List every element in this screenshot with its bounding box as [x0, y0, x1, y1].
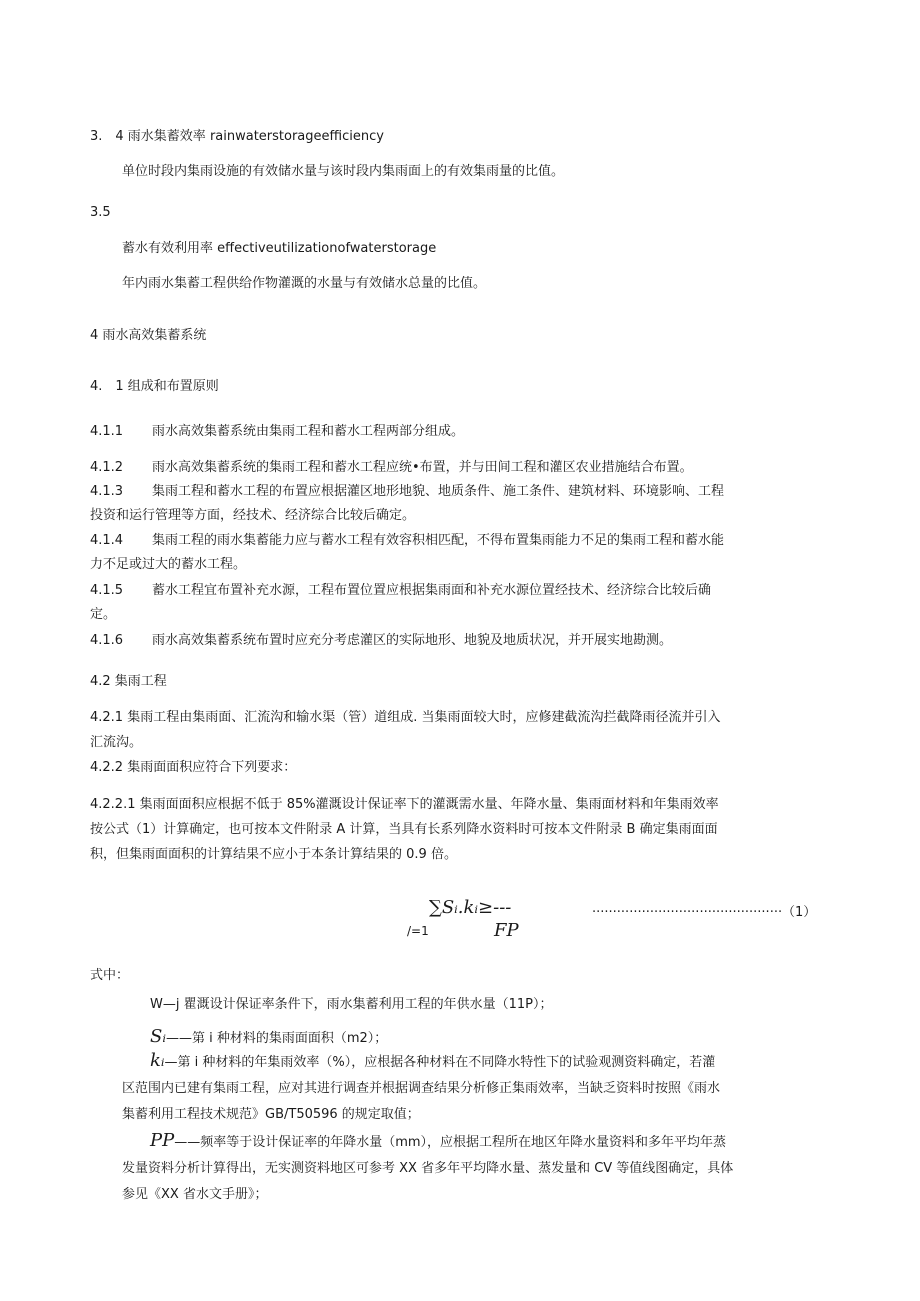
clause-number: 4.1.1: [90, 424, 124, 439]
clause-4-2-1-line-1: 4.2.1 集雨工程由集雨面、汇流沟和输水渠（管）道组成. 当集雨面较大时，应修建截流沟拦截降雨径流并引入: [90, 710, 721, 725]
section-4-2-title: 4.2 集雨工程: [90, 674, 167, 689]
clause-4-1-3: [90, 483, 724, 501]
where-s-definition: [150, 1028, 387, 1048]
clause-text: 雨水高效集蓄系统布置时应充分考虑灌区的实际地形、地貌及地质状况，并开展实地勘测。: [152, 633, 673, 648]
k-definition-text: —第 i 种材料的年集雨效率（%），应根据各种材料在不同降水特性下的试验观测资料确定，若灌: [164, 1055, 716, 1070]
clause-4-1-4-continued: 力不足或过大的蓄水工程。: [90, 557, 247, 572]
clause-number: 4.1.6: [90, 633, 124, 648]
where-k-definition-line-2: 区范围内已建有集雨工程，应对其进行调查并根据调查结果分析修正集雨效率，当缺乏资料时按照《雨水: [122, 1081, 721, 1096]
clause-4-2-2-1-line-1: 4.2.2.1 集雨面面积应根据不低于 85%灌溉设计保证率下的灌溉需水量、年降水量、集雨面材料和年集雨效率: [90, 797, 719, 812]
where-p-definition-line-3: 参见《XX 省水文手册》；: [122, 1187, 268, 1202]
where-w-definition: W—j 瞿溉设计保证率条件下，雨水集蓄利用工程的年供水量（11P）；: [150, 997, 553, 1012]
where-k-definition-line-1: [150, 1052, 715, 1072]
section-3-5-desc: 年内雨水集蓄工程供给作物灌溉的水量与有效储水总量的比值。: [122, 276, 487, 291]
clause-number: 4.1.2: [90, 460, 124, 475]
formula-sum-lower-bound: /=1: [407, 924, 429, 938]
clause-text: 蓄水工程宜布置补充水源，工程布置位置应根据集雨面和补充水源位置经技术、经济综合比较后确: [152, 583, 712, 598]
formula-number: （1）: [782, 905, 817, 920]
clause-4-1-3-continued: 投资和运行管理等方面，经技术、经济综合比较后确定。: [90, 508, 416, 523]
formula-expression: ∑Sᵢ.kᵢ≥---: [429, 897, 512, 918]
clause-text: 集雨工程和蓄水工程的布置应根据灌区地形地貌、地质条件、施工条件、建筑材料、环境影响、工程: [152, 484, 725, 499]
section-3-5-title: 蓄水有效利用率 effectiveutilizationofwaterstorage: [122, 241, 437, 256]
clause-text: 雨水高效集蓄系统的集雨工程和蓄水工程应统•布置，并与田间工程和灌区农业措施结合布置。: [152, 460, 693, 475]
section-4-1-title: 4. 1 组成和布置原则: [90, 379, 219, 394]
clause-text: 集雨工程的雨水集蓄能力应与蓄水工程有效容积相匹配，不得布置集雨能力不足的集雨工程和蓄水能: [152, 533, 725, 548]
clause-4-1-1: [90, 423, 464, 441]
chapter-4-title: 4 雨水高效集蓄系统: [90, 328, 207, 343]
clause-4-1-6: [90, 632, 672, 650]
clause-4-2-2-1-line-3: 积，但集雨面面积的计算结果不应小于本条计算结果的 0.9 倍。: [90, 847, 457, 862]
clause-number: 4.1.3: [90, 484, 124, 499]
symbol-k-i: kᵢ: [150, 1050, 165, 1071]
clause-4-1-5-continued: 定。: [90, 607, 117, 622]
clause-4-2-1-line-2: 汇流沟。: [90, 735, 143, 750]
section-3-4-title: 3. 4 雨水集蓄效率 rainwaterstorageefficiency: [90, 129, 384, 144]
clause-4-2-2-1-line-2: 按公式（1）计算确定，也可按本文件附录 A 计算，当具有长系列降水资料时可按本文件附录 B 确定集雨面面: [90, 822, 718, 837]
where-p-definition-line-1: [150, 1132, 726, 1152]
where-p-definition-line-2: 发量资料分析计算得出，无实测资料地区可参考 XX 省多年平均降水量、蒸发量和 CV 等值线图确定，具体: [122, 1161, 734, 1176]
formula-denominator: FP: [494, 920, 519, 941]
where-label: 式中：: [90, 968, 130, 983]
p-definition-text: ——频率等于设计保证率的年降水量（mm），应根据工程所在地区年降水量资料和多年平均年蒸: [174, 1135, 727, 1150]
clause-number: 4.1.4: [90, 533, 124, 548]
clause-4-1-4: [90, 532, 724, 550]
clause-4-1-2: [90, 459, 693, 477]
formula-leader-dots: ..............................................: [592, 901, 783, 916]
clause-text: 雨水高效集蓄系统由集雨工程和蓄水工程两部分组成。: [152, 424, 465, 439]
section-3-5-number: 3.5: [90, 205, 111, 220]
where-k-definition-line-3: 集蓄利用工程技术规范》GB/T50596 的规定取值；: [122, 1107, 420, 1122]
symbol-s-i: Sᵢ: [150, 1026, 166, 1047]
section-3-4-desc: 单位时段内集雨设施的有效储水量与该时段内集雨面上的有效集雨量的比值。: [122, 164, 565, 179]
symbol-pp: PP: [150, 1130, 175, 1151]
clause-4-2-2: 4.2.2 集雨面面积应符合下列要求：: [90, 760, 297, 775]
s-definition-text: ——第 i 种材料的集雨面面积（m2）；: [165, 1031, 388, 1046]
clause-4-1-5: [90, 582, 711, 600]
clause-number: 4.1.5: [90, 583, 124, 598]
